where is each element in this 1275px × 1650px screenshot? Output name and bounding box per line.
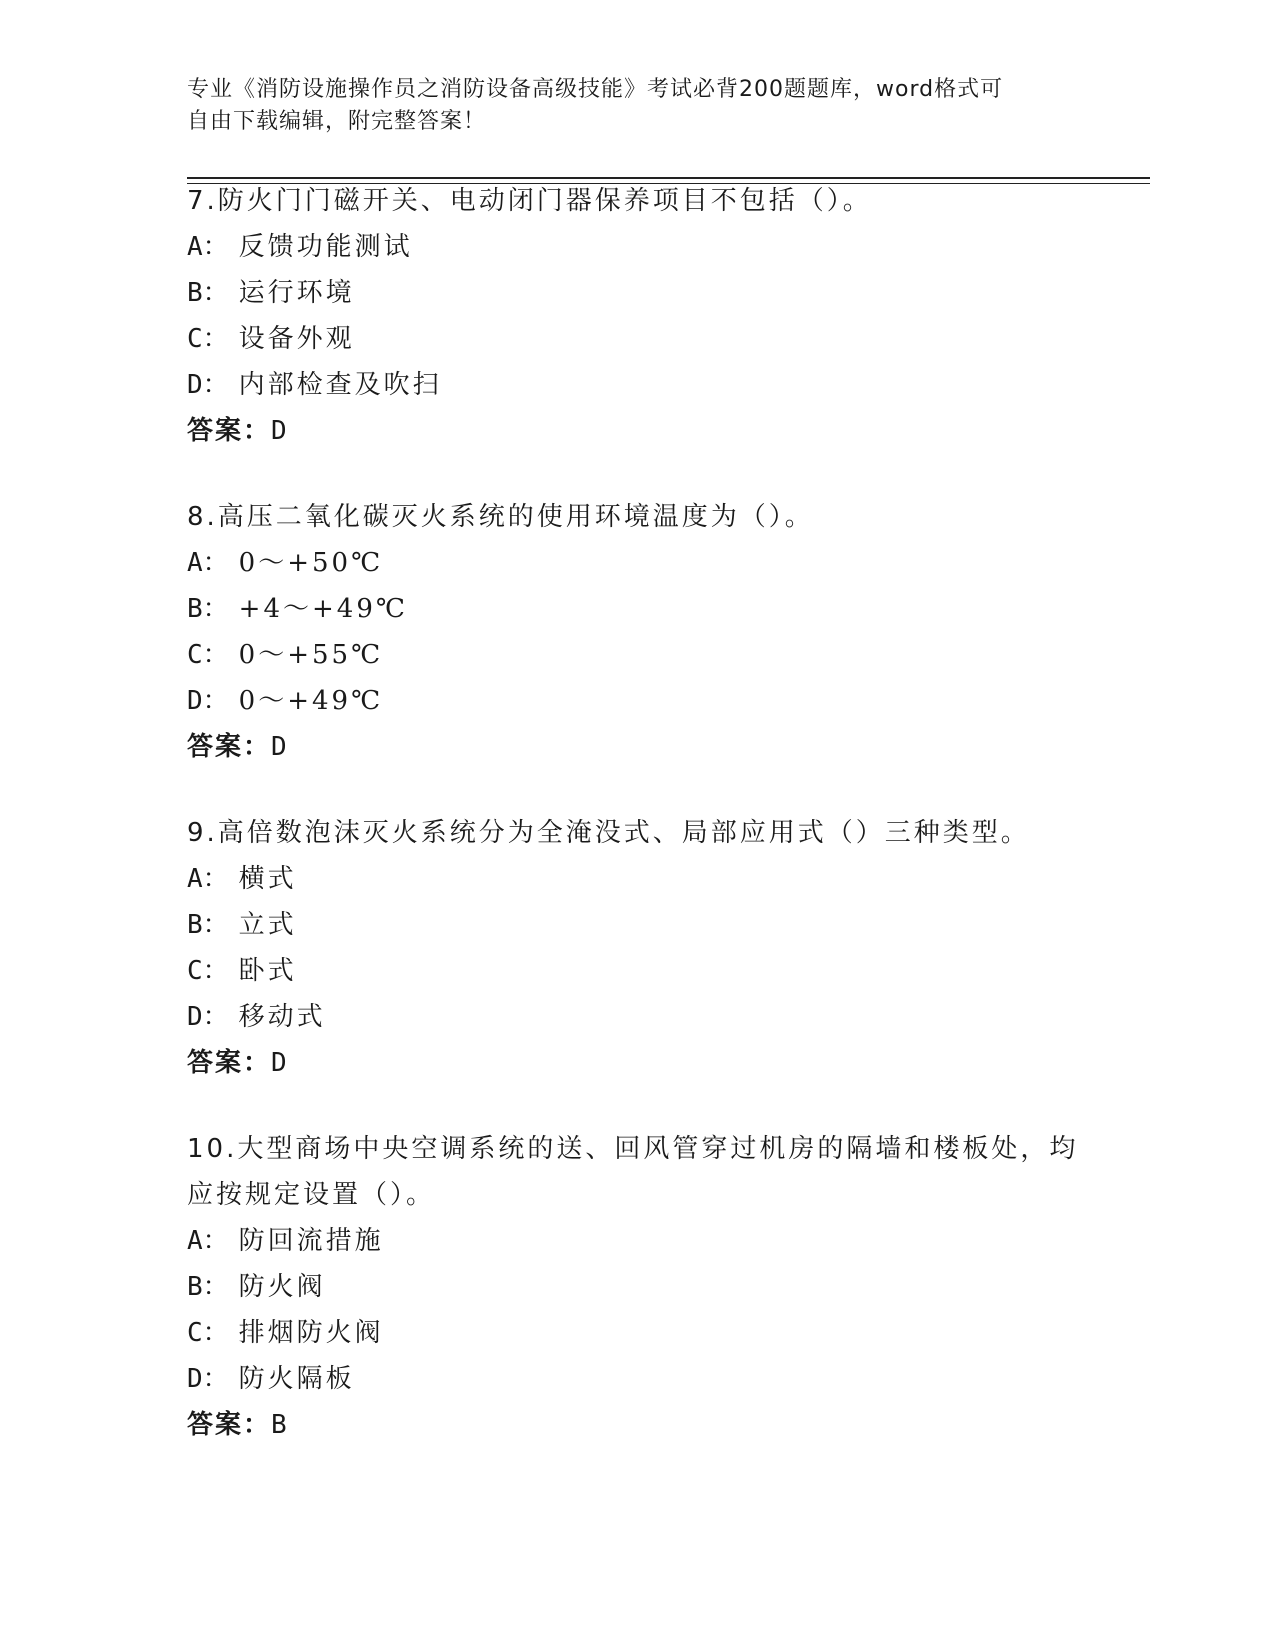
option-letter: A — [187, 548, 203, 578]
option-letter: C — [187, 640, 203, 670]
question-stem: 9.高倍数泡沫灭火系统分为全淹没式、局部应用式（）三种类型。 — [187, 818, 1030, 848]
answer-value: D — [271, 416, 287, 446]
answer-label: 答案： — [187, 1410, 272, 1440]
option-d: D： 内部检查及吹扫 — [187, 370, 442, 400]
question-7 — [187, 178, 1087, 454]
option-letter: B — [187, 1272, 203, 1302]
option-text: 反馈功能测试 — [238, 232, 413, 262]
option-text: 设备外观 — [238, 324, 355, 354]
answer-label: 答案： — [187, 1048, 272, 1078]
option-letter: A — [187, 232, 203, 262]
option-letter: A — [187, 864, 203, 894]
header-line-2: 自由下载编辑，附完整答案！ — [187, 109, 487, 134]
option-c: C： 0～+55℃ — [187, 640, 384, 670]
option-text: 0～+55℃ — [238, 640, 384, 670]
option-letter: D — [187, 1364, 203, 1394]
option-text: 0～+50℃ — [238, 548, 384, 578]
answer-value: B — [271, 1410, 287, 1440]
option-c: C： 卧式 — [187, 956, 297, 986]
question-stem: 8.高压二氧化碳灭火系统的使用环境温度为（）。 — [187, 502, 814, 532]
option-b: B： 运行环境 — [187, 278, 355, 308]
option-text: 0～+49℃ — [238, 686, 384, 716]
option-a: A： 反馈功能测试 — [187, 232, 413, 262]
option-d: D： 防火隔板 — [187, 1364, 355, 1394]
question-8 — [187, 494, 1087, 770]
option-b: B： 立式 — [187, 910, 297, 940]
option-letter: B — [187, 910, 203, 940]
question-stem: 7.防火门门磁开关、电动闭门器保养项目不包括（）。 — [187, 186, 872, 216]
option-letter: C — [187, 1318, 203, 1348]
answer-label: 答案： — [187, 732, 272, 762]
document-header — [187, 74, 1087, 138]
option-text: 运行环境 — [238, 278, 355, 308]
option-text: 移动式 — [238, 1002, 326, 1032]
option-d: D： 移动式 — [187, 1002, 326, 1032]
option-text: 立式 — [238, 910, 297, 940]
option-text: 内部检查及吹扫 — [238, 370, 442, 400]
header-line-1: 专业《消防设施操作员之消防设备高级技能》考试必背200题题库，word格式可 — [187, 77, 1004, 102]
option-b: B： +4～+49℃ — [187, 594, 408, 624]
question-stem-continued: 应按规定设置（）。 — [187, 1180, 436, 1210]
option-d: D： 0～+49℃ — [187, 686, 384, 716]
answer-value: D — [271, 732, 287, 762]
question-stem: 10.大型商场中央空调系统的送、回风管穿过机房的隔墙和楼板处，均 — [187, 1134, 1079, 1164]
answer-line — [187, 1040, 1087, 1086]
option-text: 横式 — [238, 864, 297, 894]
answer-line — [187, 724, 1087, 770]
option-a: A： 防回流措施 — [187, 1226, 384, 1256]
option-letter: C — [187, 324, 203, 354]
option-letter: B — [187, 594, 203, 624]
question-9 — [187, 810, 1087, 1086]
option-b: B： 防火阀 — [187, 1272, 326, 1302]
option-letter: B — [187, 278, 203, 308]
option-a: A： 横式 — [187, 864, 297, 894]
answer-label: 答案： — [187, 416, 272, 446]
option-c: C： 设备外观 — [187, 324, 355, 354]
option-letter: D — [187, 1002, 203, 1032]
answer-line — [187, 408, 1087, 454]
answer-value: D — [271, 1048, 287, 1078]
answer-line — [187, 1402, 1087, 1448]
option-a: A： 0～+50℃ — [187, 548, 384, 578]
option-text: 防火隔板 — [238, 1364, 355, 1394]
option-letter: A — [187, 1226, 203, 1256]
option-c: C： 排烟防火阀 — [187, 1318, 384, 1348]
option-letter: C — [187, 956, 203, 986]
option-text: +4～+49℃ — [238, 594, 408, 624]
option-text: 防火阀 — [238, 1272, 326, 1302]
option-letter: D — [187, 686, 203, 716]
option-text: 卧式 — [238, 956, 297, 986]
option-text: 防回流措施 — [238, 1226, 384, 1256]
question-10 — [187, 1126, 1087, 1448]
option-letter: D — [187, 370, 203, 400]
option-text: 排烟防火阀 — [238, 1318, 384, 1348]
